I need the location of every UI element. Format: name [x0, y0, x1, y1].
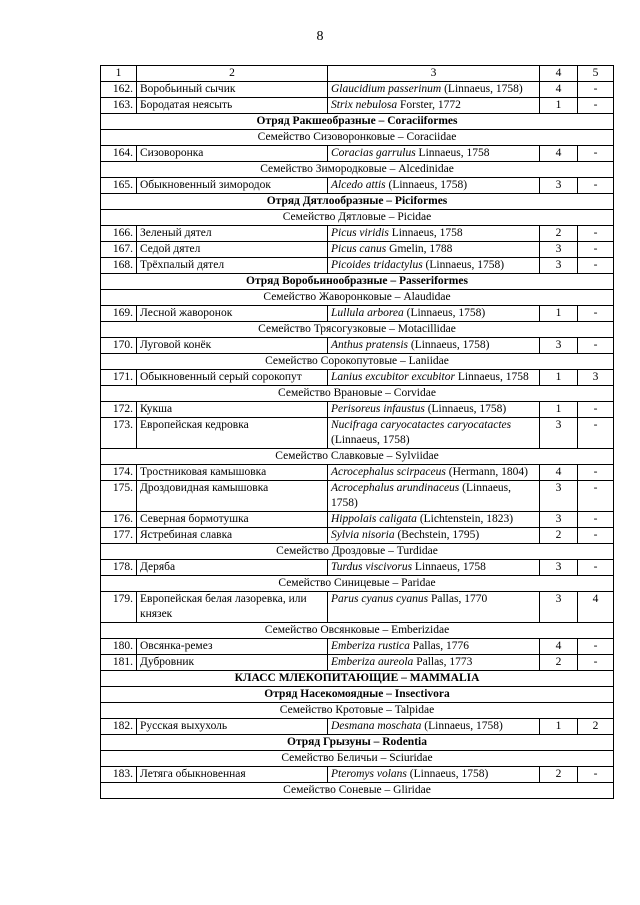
- russian-name: Дроздовидная камышовка: [137, 481, 328, 512]
- family-heading: Семейство Беличьи – Sciuridae: [101, 751, 614, 767]
- russian-name: Овсянка-ремез: [137, 639, 328, 655]
- latin-name: Pteromys volans: [331, 768, 407, 780]
- category-value: 3: [540, 178, 578, 194]
- russian-name: Русская выхухоль: [137, 719, 328, 735]
- author-citation: (Linnaeus, 1758): [424, 403, 507, 415]
- category-value: 2: [540, 528, 578, 544]
- russian-name: Обыкновенный зимородок: [137, 178, 328, 194]
- russian-name: Бородатая неясыть: [137, 98, 328, 114]
- category-value: 3: [540, 481, 578, 512]
- order-heading-row: [101, 194, 614, 210]
- order-heading: Отряд Ракшеобразные – Coraciiformes: [101, 114, 614, 130]
- family-heading-row: [101, 751, 614, 767]
- author-citation: (Linnaeus, 1758): [441, 83, 523, 95]
- latin-name: Acrocephalus scirpaceus: [331, 466, 446, 478]
- status-value: -: [578, 226, 614, 242]
- author-citation: (Linnaeus, 1758): [331, 482, 512, 509]
- latin-name-cell: [328, 512, 540, 528]
- family-heading: Семейство Славковые – Sylviidae: [101, 449, 614, 465]
- status-value: 4: [578, 592, 614, 623]
- author-citation: Pallas, 1770: [428, 593, 488, 605]
- table-row: [101, 226, 614, 242]
- row-number: 171.: [101, 370, 137, 386]
- russian-name: Трёхпалый дятел: [137, 258, 328, 274]
- category-value: 4: [540, 82, 578, 98]
- status-value: -: [578, 655, 614, 671]
- class-heading: КЛАСС МЛЕКОПИТАЮЩИЕ – MAMMALIA: [101, 671, 614, 687]
- family-heading: Семейство Сорокопутовые – Laniidae: [101, 354, 614, 370]
- latin-name: Coracias garrulus: [331, 147, 416, 159]
- latin-name-cell: [328, 560, 540, 576]
- category-value: 3: [540, 512, 578, 528]
- latin-name-cell: [328, 242, 540, 258]
- species-table-body: [101, 66, 614, 799]
- row-number: 181.: [101, 655, 137, 671]
- family-heading-row: [101, 290, 614, 306]
- family-heading: Семейство Синицевые – Paridae: [101, 576, 614, 592]
- latin-name-cell: [328, 418, 540, 449]
- category-value: 2: [540, 767, 578, 783]
- latin-name: Parus cyanus cyanus: [331, 593, 429, 605]
- latin-name: Hippolais caligata: [331, 513, 417, 525]
- latin-name: Strix nebulosa: [331, 99, 398, 111]
- table-row: [101, 242, 614, 258]
- table-row: [101, 639, 614, 655]
- status-value: 2: [578, 719, 614, 735]
- latin-name-cell: [328, 767, 540, 783]
- table-row: [101, 258, 614, 274]
- family-heading-row: [101, 703, 614, 719]
- family-heading: Семейство Зимородковые – Alcedinidae: [101, 162, 614, 178]
- latin-name: Glaucidium passerinum: [331, 83, 442, 95]
- latin-name: Alcedo attis: [331, 179, 386, 191]
- category-value: 3: [540, 418, 578, 449]
- category-value: 3: [540, 242, 578, 258]
- latin-name: Picoides tridactylus: [331, 259, 423, 271]
- row-number: 165.: [101, 178, 137, 194]
- status-value: -: [578, 82, 614, 98]
- category-value: 2: [540, 655, 578, 671]
- latin-name: Lanius excubitor excubitor: [331, 371, 455, 383]
- latin-name-cell: [328, 370, 540, 386]
- status-value: -: [578, 639, 614, 655]
- class-heading-row: [101, 671, 614, 687]
- order-heading-row: [101, 687, 614, 703]
- russian-name: Дубровник: [137, 655, 328, 671]
- status-value: -: [578, 512, 614, 528]
- table-row: [101, 512, 614, 528]
- row-number: 177.: [101, 528, 137, 544]
- status-value: 3: [578, 370, 614, 386]
- order-heading: Отряд Грызуны – Rodentia: [101, 735, 614, 751]
- table-row: [101, 402, 614, 418]
- author-citation: (Linnaeus, 1758): [406, 768, 489, 780]
- author-citation: Linnaeus, 1758: [454, 371, 529, 383]
- row-number: 162.: [101, 82, 137, 98]
- author-citation: (Linnaeus, 1758): [421, 720, 503, 732]
- latin-name: Desmana moschata: [331, 720, 422, 732]
- family-heading-row: [101, 162, 614, 178]
- latin-name-cell: [328, 338, 540, 354]
- russian-name: Северная бормотушка: [137, 512, 328, 528]
- family-heading: Семейство Дятловые – Picidae: [101, 210, 614, 226]
- family-heading: Семейство Сизоворонковые – Coraciidae: [101, 130, 614, 146]
- order-heading: Отряд Дятлообразные – Piciformes: [101, 194, 614, 210]
- latin-name-cell: [328, 465, 540, 481]
- russian-name: Летяга обыкновенная: [137, 767, 328, 783]
- russian-name: Кукша: [137, 402, 328, 418]
- species-table: [100, 65, 614, 799]
- latin-name: Acrocephalus arundinaceus: [331, 482, 460, 494]
- table-row: [101, 338, 614, 354]
- author-citation: Linnaeus, 1758: [412, 561, 486, 573]
- status-value: -: [578, 258, 614, 274]
- table-row: [101, 767, 614, 783]
- table-row: [101, 465, 614, 481]
- page-number: 8: [316, 29, 324, 44]
- order-heading: Отряд Воробьинообразные – Passeriformes: [101, 274, 614, 290]
- latin-name: Nucifraga caryocatactes caryocatactes: [331, 419, 512, 431]
- family-heading: Семейство Соневые – Gliridae: [101, 783, 614, 799]
- status-value: -: [578, 306, 614, 322]
- author-citation: Forster, 1772: [397, 99, 461, 111]
- row-number: 163.: [101, 98, 137, 114]
- category-value: 1: [540, 402, 578, 418]
- row-number: 182.: [101, 719, 137, 735]
- latin-name: Lullula arborea: [331, 307, 404, 319]
- family-heading-row: [101, 354, 614, 370]
- row-number: 174.: [101, 465, 137, 481]
- family-heading-row: [101, 783, 614, 799]
- latin-name-cell: [328, 592, 540, 623]
- row-number: 176.: [101, 512, 137, 528]
- table-row: [101, 178, 614, 194]
- latin-name: Turdus viscivorus: [331, 561, 413, 573]
- header-cell-5: 5: [578, 66, 614, 82]
- author-citation: Pallas, 1773: [413, 656, 473, 668]
- status-value: -: [578, 560, 614, 576]
- family-heading-row: [101, 449, 614, 465]
- author-citation: (Hermann, 1804): [445, 466, 528, 478]
- author-citation: (Lichtenstein, 1823): [416, 513, 514, 525]
- order-heading: Отряд Насекомоядные – Insectivora: [101, 687, 614, 703]
- order-heading-row: [101, 274, 614, 290]
- row-number: 166.: [101, 226, 137, 242]
- table-row: [101, 82, 614, 98]
- table-row: [101, 528, 614, 544]
- status-value: -: [578, 481, 614, 512]
- table-row: [101, 418, 614, 449]
- latin-name-cell: [328, 98, 540, 114]
- russian-name: Луговой конёк: [137, 338, 328, 354]
- latin-name-cell: [328, 402, 540, 418]
- author-citation: Linnaeus, 1758: [388, 227, 463, 239]
- author-citation: (Linnaeus, 1758): [403, 307, 486, 319]
- status-value: -: [578, 242, 614, 258]
- category-value: 1: [540, 719, 578, 735]
- status-value: -: [578, 98, 614, 114]
- category-value: 3: [540, 560, 578, 576]
- status-value: -: [578, 418, 614, 449]
- table-row: [101, 370, 614, 386]
- russian-name: Ястребиная славка: [137, 528, 328, 544]
- row-number: 164.: [101, 146, 137, 162]
- category-value: 1: [540, 370, 578, 386]
- header-cell-3: 3: [328, 66, 540, 82]
- latin-name-cell: [328, 146, 540, 162]
- latin-name-cell: [328, 82, 540, 98]
- row-number: 183.: [101, 767, 137, 783]
- family-heading-row: [101, 322, 614, 338]
- russian-name: Обыкновенный серый сорокопут: [137, 370, 328, 386]
- row-number: 167.: [101, 242, 137, 258]
- family-heading-row: [101, 130, 614, 146]
- family-heading-row: [101, 576, 614, 592]
- row-number: 173.: [101, 418, 137, 449]
- russian-name: Европейская кедровка: [137, 418, 328, 449]
- latin-name-cell: [328, 719, 540, 735]
- table-header-row: [101, 66, 614, 82]
- table-row: [101, 146, 614, 162]
- category-value: 4: [540, 465, 578, 481]
- russian-name: Тростниковая камышовка: [137, 465, 328, 481]
- row-number: 178.: [101, 560, 137, 576]
- russian-name: Седой дятел: [137, 242, 328, 258]
- status-value: -: [578, 767, 614, 783]
- category-value: 3: [540, 592, 578, 623]
- russian-name: Европейская белая лазоревка, или князек: [137, 592, 328, 623]
- order-heading-row: [101, 735, 614, 751]
- russian-name: Сизоворонка: [137, 146, 328, 162]
- latin-name-cell: [328, 306, 540, 322]
- table-row: [101, 481, 614, 512]
- latin-name: Emberiza rustica: [331, 640, 410, 652]
- russian-name: Зеленый дятел: [137, 226, 328, 242]
- latin-name: Emberiza aureola: [331, 656, 414, 668]
- table-row: [101, 655, 614, 671]
- latin-name: Picus viridis: [331, 227, 389, 239]
- family-heading-row: [101, 544, 614, 560]
- status-value: -: [578, 338, 614, 354]
- latin-name-cell: [328, 528, 540, 544]
- table-row: [101, 98, 614, 114]
- header-cell-4: 4: [540, 66, 578, 82]
- row-number: 170.: [101, 338, 137, 354]
- status-value: -: [578, 402, 614, 418]
- table-row: [101, 306, 614, 322]
- category-value: 3: [540, 338, 578, 354]
- latin-name-cell: [328, 639, 540, 655]
- header-cell-2: 2: [137, 66, 328, 82]
- status-value: -: [578, 178, 614, 194]
- latin-name: Sylvia nisoria: [331, 529, 395, 541]
- family-heading: Семейство Кротовые – Talpidae: [101, 703, 614, 719]
- family-heading: Семейство Дроздовые – Turdidae: [101, 544, 614, 560]
- table-row: [101, 592, 614, 623]
- family-heading: Семейство Овсянковые – Emberizidae: [101, 623, 614, 639]
- table-row: [101, 719, 614, 735]
- latin-name: Picus canus: [331, 243, 387, 255]
- latin-name-cell: [328, 481, 540, 512]
- latin-name: Perisoreus infaustus: [331, 403, 425, 415]
- latin-name-cell: [328, 178, 540, 194]
- category-value: 1: [540, 98, 578, 114]
- status-value: -: [578, 146, 614, 162]
- category-value: 4: [540, 639, 578, 655]
- author-citation: Pallas, 1776: [409, 640, 470, 652]
- family-heading-row: [101, 623, 614, 639]
- row-number: 168.: [101, 258, 137, 274]
- order-heading-row: [101, 114, 614, 130]
- status-value: -: [578, 528, 614, 544]
- author-citation: Linnaeus, 1758: [415, 147, 490, 159]
- category-value: 2: [540, 226, 578, 242]
- russian-name: Лесной жаворонок: [137, 306, 328, 322]
- row-number: 175.: [101, 481, 137, 512]
- family-heading: Семейство Трясогузковые – Motacillidae: [101, 322, 614, 338]
- family-heading: Семейство Жаворонковые – Alaudidae: [101, 290, 614, 306]
- author-citation: (Linnaeus, 1758): [408, 339, 490, 351]
- latin-name: Anthus pratensis: [331, 339, 408, 351]
- table-row: [101, 560, 614, 576]
- row-number: 172.: [101, 402, 137, 418]
- author-citation: (Linnaeus, 1758): [331, 434, 410, 446]
- category-value: 1: [540, 306, 578, 322]
- category-value: 3: [540, 258, 578, 274]
- latin-name-cell: [328, 655, 540, 671]
- header-cell-1: 1: [101, 66, 137, 82]
- status-value: -: [578, 465, 614, 481]
- author-citation: (Linnaeus, 1758): [385, 179, 468, 191]
- family-heading: Семейство Врановые – Corvidae: [101, 386, 614, 402]
- family-heading-row: [101, 210, 614, 226]
- russian-name: Воробьиный сычик: [137, 82, 328, 98]
- author-citation: Gmelin, 1788: [386, 243, 453, 255]
- row-number: 169.: [101, 306, 137, 322]
- author-citation: (Bechstein, 1795): [394, 529, 480, 541]
- latin-name-cell: [328, 226, 540, 242]
- category-value: 4: [540, 146, 578, 162]
- row-number: 179.: [101, 592, 137, 623]
- row-number: 180.: [101, 639, 137, 655]
- author-citation: (Linnaeus, 1758): [422, 259, 505, 271]
- russian-name: Деряба: [137, 560, 328, 576]
- latin-name-cell: [328, 258, 540, 274]
- family-heading-row: [101, 386, 614, 402]
